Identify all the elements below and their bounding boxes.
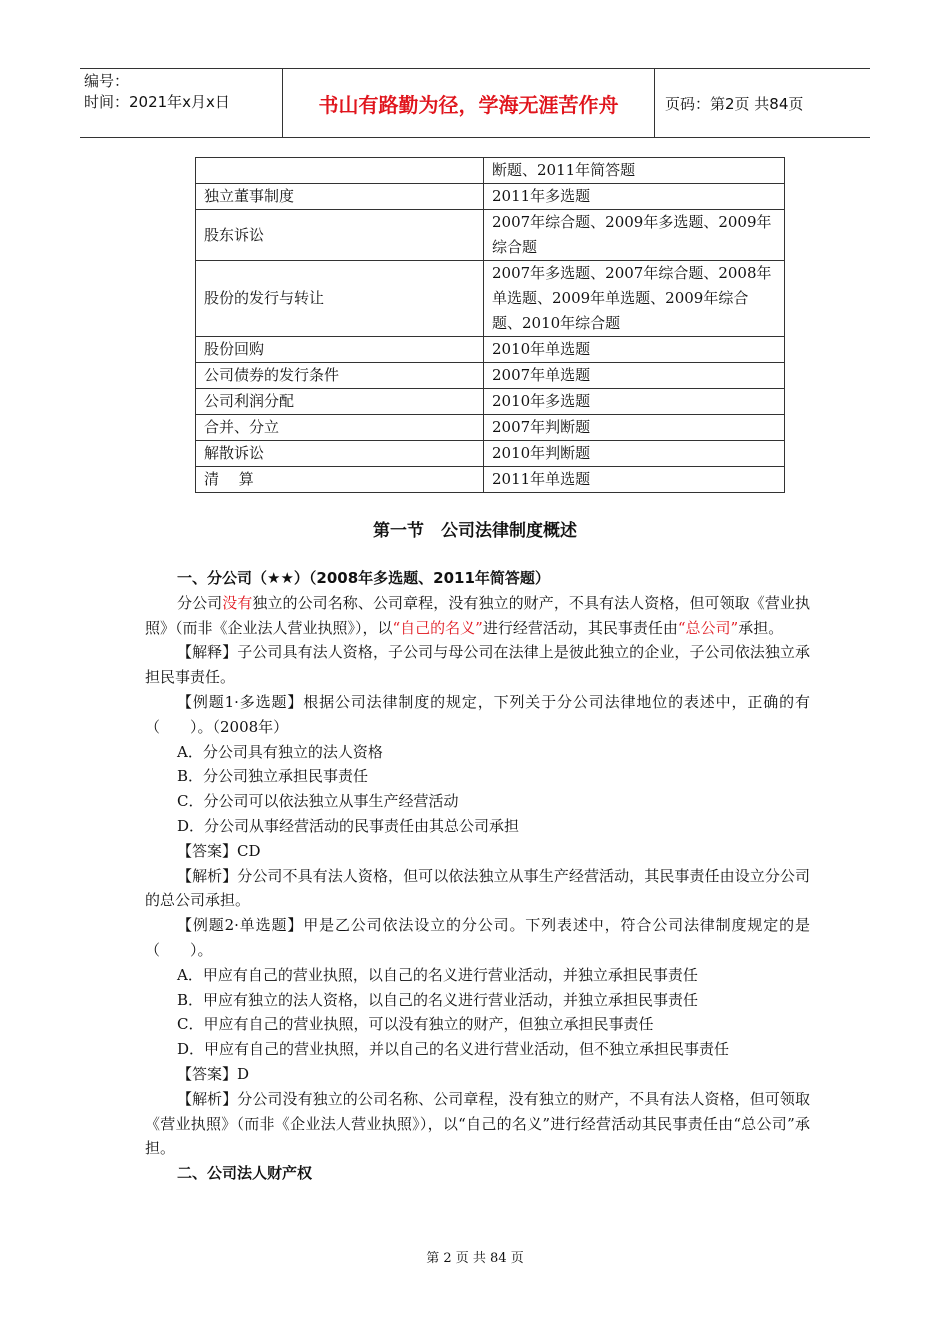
exams-cell: 2011年单选题 bbox=[484, 467, 785, 493]
example-2-analysis: 【解析】分公司没有独立的公司名称、公司章程，没有独立的财产，不具有法人资格，但可领取《营业执照》（而非《企业法人营业执照》），以“自己的名义”进行经营活动其民事责任由“总公司”承担。 bbox=[145, 1089, 810, 1158]
topic-cell: 公司利润分配 bbox=[196, 389, 484, 415]
example-1-answer: 【答案】CD bbox=[177, 841, 261, 860]
table-row bbox=[196, 389, 785, 415]
table-row bbox=[196, 210, 785, 261]
example-1-option-a: A．分公司具有独立的法人资格 bbox=[177, 742, 383, 761]
topic-cell: 清 算 bbox=[196, 467, 484, 493]
topic-cell: 合并、分立 bbox=[196, 415, 484, 441]
table-row bbox=[196, 363, 785, 389]
topic-cell: 独立董事制度 bbox=[196, 184, 484, 210]
table-row bbox=[196, 261, 785, 337]
exams-cell: 2010年判断题 bbox=[484, 441, 785, 467]
header-info bbox=[80, 69, 282, 137]
topic-cell: 股份的发行与转让 bbox=[196, 261, 484, 337]
topic-cell bbox=[196, 158, 484, 184]
example-2-option-c: C．甲应有自己的营业执照，可以没有独立的财产，但独立承担民事责任 bbox=[177, 1015, 654, 1034]
exams-cell: 2007年多选题、2007年综合题、2008年单选题、2009年单选题、2009年综合题、2010年综合题 bbox=[484, 261, 785, 337]
exams-cell: 2007年单选题 bbox=[484, 363, 785, 389]
example-1-option-c: C．分公司可以依法独立从事生产经营活动 bbox=[177, 792, 459, 811]
page-footer: 第 2 页 共 84 页 bbox=[426, 1251, 524, 1266]
header-number: 编号： bbox=[84, 72, 130, 90]
example-1-option-b: B．分公司独立承担民事责任 bbox=[177, 767, 369, 786]
header-time: 时间：2021年x月x日 bbox=[84, 93, 230, 111]
example-2-option-b: B．甲应有独立的法人资格，以自己的名义进行营业活动，并独立承担民事责任 bbox=[177, 990, 699, 1009]
section-title: 第一节 公司法律制度概述 bbox=[373, 521, 577, 541]
paragraph-branch-definition: 分公司没有独立的公司名称、公司章程，没有独立的财产，不具有法人资格，但可领取《营业执照》（而非《企业法人营业执照》），以“自己的名义”进行经营活动，其民事责任由“总公司”承担。 bbox=[145, 593, 810, 637]
topic-cell: 解散诉讼 bbox=[196, 441, 484, 467]
exams-cell: 2010年单选题 bbox=[484, 337, 785, 363]
header-page-number: 页码：第2页 共84页 bbox=[665, 94, 804, 113]
example-1-option-d: D．分公司从事经营活动的民事责任由其总公司承担 bbox=[177, 816, 520, 835]
paragraph-explanation: 【解释】子公司具有法人资格，子公司与母公司在法律上是彼此独立的企业，子公司依法独立承担民事责任。 bbox=[145, 643, 810, 687]
example-1-analysis: 【解析】分公司不具有法人资格，但可以依法独立从事生产经营活动，其民事责任由设立分公司的总公司承担。 bbox=[145, 866, 810, 910]
example-2-question: 【例题2·单选题】甲是乙公司依法设立的分公司。下列表述中，符合公司法律制度规定的是（ ）。 bbox=[145, 916, 810, 959]
example-2-option-a: A．甲应有自己的营业执照，以自己的名义进行营业活动，并独立承担民事责任 bbox=[177, 965, 698, 984]
topic-cell: 股东诉讼 bbox=[196, 210, 484, 261]
exams-cell: 2010年多选题 bbox=[484, 389, 785, 415]
exams-cell: 断题、2011年简答题 bbox=[484, 158, 785, 184]
table-row bbox=[196, 337, 785, 363]
table-row bbox=[196, 415, 785, 441]
table-row bbox=[196, 158, 785, 184]
example-2-answer: 【答案】D bbox=[177, 1064, 250, 1083]
example-1-question: 【例题1·多选题】根据公司法律制度的规定，下列关于分公司法律地位的表述中，正确的有（ ）。（2008年） bbox=[145, 692, 810, 736]
exams-cell: 2007年判断题 bbox=[484, 415, 785, 441]
topic-cell: 股份回购 bbox=[196, 337, 484, 363]
exam-topics-table bbox=[195, 157, 785, 493]
table-row bbox=[196, 467, 785, 493]
topic-cell: 公司债券的发行条件 bbox=[196, 363, 484, 389]
document-body bbox=[145, 566, 810, 1186]
exams-cell: 2007年综合题、2009年多选题、2009年综合题 bbox=[484, 210, 785, 261]
header-motto: 书山有路勤为径，学海无涯苦作舟 bbox=[282, 69, 655, 137]
heading-property-rights: 二、公司法人财产权 bbox=[177, 1164, 313, 1183]
table-row bbox=[196, 441, 785, 467]
table-row bbox=[196, 184, 785, 210]
heading-branch-company: 一、分公司（★★）（2008年多选题、2011年简答题） bbox=[177, 569, 550, 587]
example-2-option-d: D．甲应有自己的营业执照，并以自己的名义进行营业活动，但不独立承担民事责任 bbox=[177, 1040, 730, 1059]
exams-cell: 2011年多选题 bbox=[484, 184, 785, 210]
page-header bbox=[80, 68, 870, 138]
